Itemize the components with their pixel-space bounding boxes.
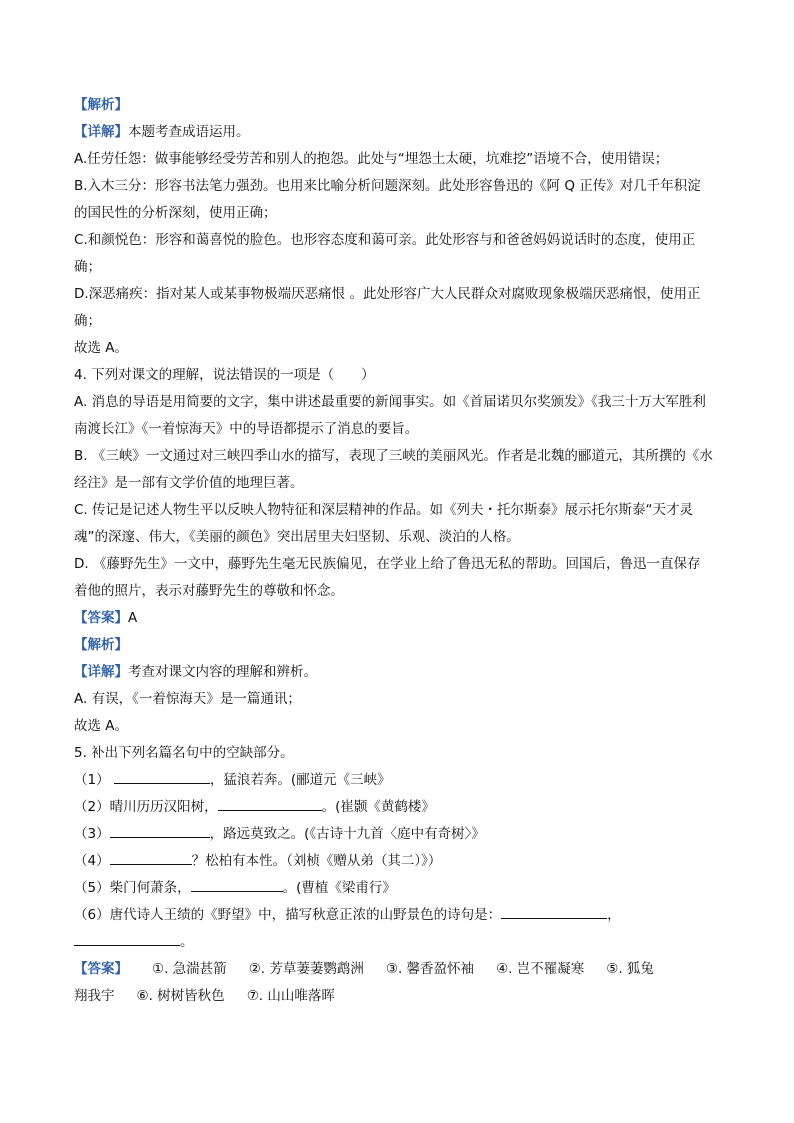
q4-option-b-line1: B. 《三峡》一文通过对三峡四季山水的描写，表现了三峡的美丽风光。作者是北魏的郦道元，其所撰的《水 <box>74 448 713 464</box>
q4-option-c-line2: 魂”的深邃、伟大，《美丽的颜色》突出居里夫妇坚韧、乐观、淡泊的人格。 <box>74 529 520 545</box>
q3-option-b-line2: 的国民性的分析深刻，使用正确； <box>74 205 277 221</box>
q5-item-3-suffix: ，路远莫致之。(《古诗十九首〈庭中有奇树〉》 <box>209 826 485 842</box>
q5-blank-7[interactable] <box>74 931 180 946</box>
q5-item-4-prefix: （4） <box>74 853 110 869</box>
q5-stem: 5. 补出下列名篇名句中的空缺部分。 <box>74 745 294 761</box>
q3-option-c-line2: 确； <box>74 259 101 275</box>
q4-detail-line <box>74 659 724 686</box>
q5-item-3-prefix: （3） <box>74 826 110 842</box>
q4-analysis-heading <box>74 632 724 659</box>
q5-item-6-prefix: （6）唐代诗人王绩的《野望》中，描写秋意正浓的山野景色的诗句是： <box>74 907 502 923</box>
detail-tag: 【详解】 <box>74 664 128 680</box>
q5-blank-4[interactable] <box>110 850 192 865</box>
analysis-tag: 【解析】 <box>74 637 128 653</box>
q5-item-4 <box>74 848 724 875</box>
q4-option-d-line2: 着他的照片，表示对藤野先生的尊敬和怀念。 <box>74 583 344 599</box>
q3-detail-text: 本题考查成语运用。 <box>128 124 250 140</box>
analysis-tag: 【解析】 <box>74 97 128 113</box>
q4-detail-text: 考查对课文内容的理解和辨析。 <box>128 664 317 680</box>
q4-option-a-line2: 南渡长江》《一着惊海天》中的导语都提示了消息的要旨。 <box>74 421 419 437</box>
q3-choice: 故选 A。 <box>74 340 129 356</box>
q4-explanation: A. 有误，《一着惊海天》是一篇通讯； <box>74 691 301 707</box>
q5-item-6-end: 。 <box>180 934 194 950</box>
answer-tag: 【答案】 <box>74 961 128 977</box>
q3-option-a: A.任劳任怨：做事能够经受劳苦和别人的抱怨。此处与“埋怨土太硬，坑难挖”语境不合，使用错误； <box>74 151 669 167</box>
q4-answer-line <box>74 605 724 632</box>
q5-blank-6[interactable] <box>501 904 607 919</box>
q4-option-d-line1: D. 《藤野先生》一文中，藤野先生毫无民族偏见，在学业上给了鲁迅无私的帮助。回国后，鲁迅一直保存 <box>74 556 701 572</box>
q5-item-6-separator: ， <box>607 907 621 923</box>
q3-analysis-heading <box>74 92 724 119</box>
q5-item-3 <box>74 821 724 848</box>
detail-tag: 【详解】 <box>74 124 128 140</box>
q5-answer-1: ①. 急湍甚箭 <box>152 961 227 977</box>
q3-option-d-line2: 确； <box>74 313 101 329</box>
q4-stem: 4. 下列对课文的理解，说法错误的一项是（ ） <box>74 367 375 383</box>
q5-item-5 <box>74 875 724 902</box>
q5-item-2 <box>74 794 724 821</box>
q3-option-c-line1: C.和颜悦色：形容和蔼喜悦的脸色。也形容态度和蔼可亲。此处形容与和爸爸妈妈说话时的态度，使用正 <box>74 232 696 248</box>
q4-option-b-line2: 经注》是一部有文学价值的地理巨著。 <box>74 475 304 491</box>
q5-answer-4: ④. 岂不罹凝寒 <box>496 961 585 977</box>
q5-item-1-suffix: ，猛浪若奔。(郦道元《三峡》 <box>209 772 391 788</box>
q5-blank-3[interactable] <box>110 823 210 838</box>
q5-item-2-suffix: 。(崔颢《黄鹤楼》 <box>321 799 435 815</box>
q5-item-4-suffix: ？松柏有本性。（刘桢《赠从弟（其二）》） <box>191 853 442 869</box>
q5-item-2-prefix: （2）晴川历历汉阳树， <box>74 799 218 815</box>
q5-answer-3: ③. 馨香盈怀袖 <box>385 961 475 977</box>
q3-detail-line <box>74 119 724 146</box>
q5-answer-5: ⑤. 狐兔 <box>606 961 654 977</box>
answer-tag: 【答案】 <box>74 610 128 626</box>
q5-item-5-suffix: 。(曹植《梁甫行》 <box>282 880 396 896</box>
q5-answer-7: ⑦. 山山唯落晖 <box>246 988 335 1004</box>
q5-item-5-prefix: （5）柴门何萧条， <box>74 880 191 896</box>
q5-item-1 <box>74 767 724 794</box>
q4-answer-value: A <box>128 610 138 626</box>
q4-choice: 故选 A。 <box>74 718 129 734</box>
q5-answer-line1 <box>74 956 724 983</box>
document-page <box>74 92 724 1010</box>
q4-option-a-line1: A. 消息的导语是用简要的文字，集中讲述最重要的新闻事实。如《首届诺贝尔奖颁发》《我三十万大军胜利 <box>74 394 706 410</box>
q5-item-6-continued <box>74 929 724 956</box>
q5-item-1-prefix: （1） <box>74 772 110 788</box>
q5-answer-2: ②. 芳草萋萋鹦鹉洲 <box>248 961 364 977</box>
q3-option-b-line1: B.入木三分：形容书法笔力强劲。也用来比喻分析问题深刻。此处形容鲁迅的《阿 Q 正传》对几千年积淀 <box>74 178 701 194</box>
q5-answer-5-continued: 翔我宇 <box>74 988 115 1004</box>
q4-option-c-line1: C. 传记是记述人物生平以反映人物特征和深层精神的作品。如《列夫・托尔斯泰》展示托尔斯泰“天才灵 <box>74 502 694 518</box>
q5-item-6 <box>74 902 724 929</box>
q5-blank-2[interactable] <box>218 796 322 811</box>
q5-answer-6: ⑥. 树树皆秋色 <box>136 988 225 1004</box>
q3-option-d-line1: D.深恶痛疾：指对某人或某事物极端厌恶痛恨 。此处形容广大人民群众对腐败现象极端厌恶痛恨，使用正 <box>74 286 701 302</box>
q5-blank-1[interactable] <box>114 769 210 784</box>
q5-answer-line2 <box>74 983 724 1010</box>
q5-blank-5[interactable] <box>191 877 283 892</box>
